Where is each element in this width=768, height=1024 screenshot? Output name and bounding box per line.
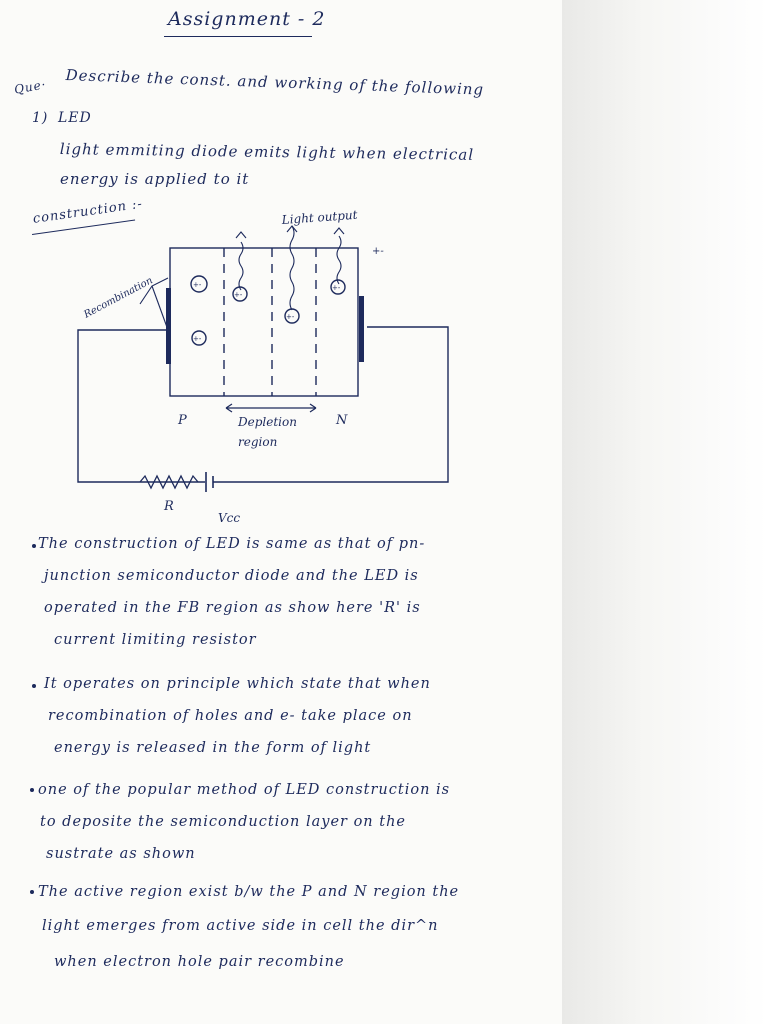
title-underline [164,36,312,37]
bullet-dot [30,890,34,894]
bullet-dot [32,544,36,548]
carrier-sign: +- [332,284,341,292]
bullet-1-line-4: current limiting resistor [54,632,257,648]
diode-body [170,248,358,396]
item-name: LED [58,110,92,126]
n-electrode [359,296,364,362]
definition-line-2: energy is applied to it [60,170,250,188]
item-number: 1) [32,110,49,126]
page-title: Assignment - 2 [168,8,326,30]
polarity-label: +- [372,246,384,257]
bullet-1-line-1: The construction of LED is same as that of pn- [38,536,426,552]
region-label: region [238,435,278,449]
light-wave-1 [239,242,243,290]
p-electrode [166,288,171,364]
bullet-dot [32,684,36,688]
depletion-label: Depletion [238,415,297,429]
bullet-3-line-2: to deposite the semiconduction layer on the [40,814,406,830]
bullet-1-line-2: junction semiconductor diode and the LED is [44,568,419,584]
bullet-dot [30,788,34,792]
resistor-label: R [164,499,174,514]
light-wave-3 [337,236,341,284]
bullet-2-line-2: recombination of holes and e- take place on [48,708,413,724]
bullet-3-line-3: sustrate as shown [46,846,196,862]
carrier-sign: +- [286,313,295,321]
bullet-3-line-1: one of the popular method of LED construction is [38,782,451,798]
circuit-wire-right [213,327,448,482]
source-label: Vcc [218,511,241,525]
led-circuit-diagram [0,190,560,530]
bullet-2-line-3: energy is released in the form of light [54,740,372,756]
carrier-sign: +- [234,291,243,299]
light-arrow-3 [334,228,344,234]
question-label: Que· [13,77,48,97]
recombination-leader-2 [152,286,168,330]
recombination-label: Recombination [82,275,155,321]
bullet-4-line-1: The active region exist b/w the P and N region the [38,884,460,900]
bullet-2-line-1: It operates on principle which state that when [44,676,431,692]
carrier-sign: +- [193,335,202,343]
n-label: N [336,413,348,428]
question-text: Describe the const. and working of the following [65,66,485,99]
depletion-arrow [226,404,316,412]
bullet-4-line-2: light emerges from active side in cell the dir^n [42,918,439,934]
light-arrow-1 [236,232,246,238]
bullet-4-line-3: when electron hole pair recombine [54,954,345,970]
circuit-wire [78,330,205,482]
construction-heading: construction :- [32,196,144,227]
page-edge-background [562,0,768,1024]
definition-line-1: light emmiting diode emits light when electrical [59,140,475,164]
bullet-1-line-3: operated in the FB region as show here 'R' is [44,600,421,616]
light-wave-2 [290,226,294,310]
p-label: P [178,413,187,428]
light-output-label: Light output [281,207,358,227]
carrier-sign: +- [193,281,202,289]
